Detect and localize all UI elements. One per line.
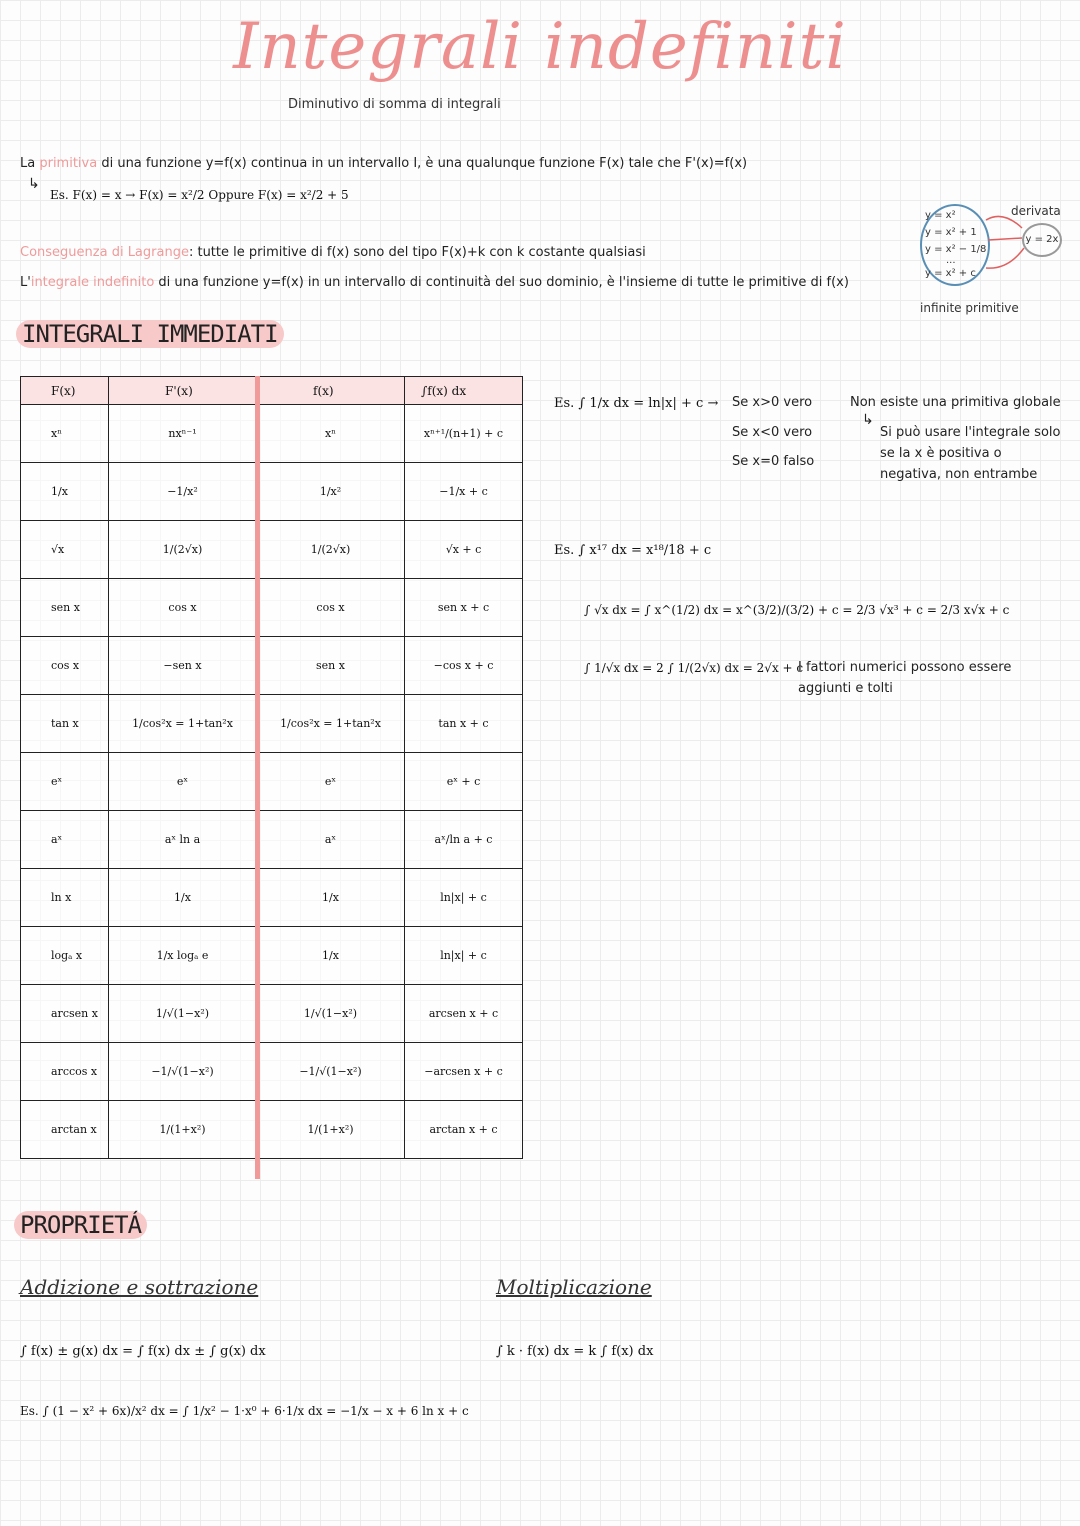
table-row: [21, 695, 523, 753]
note-line: negativa, non entrambe: [880, 467, 1038, 482]
table-cell: 1/cos²x = 1+tan²x: [257, 695, 405, 753]
table-cell: 1/cos²x = 1+tan²x: [109, 695, 257, 753]
diagram-caption: infinite primitive: [920, 301, 1019, 315]
table-cell: cos x: [257, 579, 405, 637]
multiplication-title: Moltiplicazione: [496, 1275, 652, 1299]
table-cell: ln|x| + c: [405, 869, 523, 927]
table-row: [21, 927, 523, 985]
table-row: [21, 1043, 523, 1101]
table-cell: 1/√(1−x²): [257, 985, 405, 1043]
table-cell: 1/(2√x): [109, 521, 257, 579]
table-row: [21, 753, 523, 811]
table-cell: arcsen x + c: [405, 985, 523, 1043]
table-cell: aˣ: [21, 811, 109, 869]
example-1: Es. F(x) = x → F(x) = x²/2 Oppure F(x) = x²/2 + 5: [50, 188, 349, 202]
case-item: Se x>0 vero: [732, 395, 813, 410]
derivative-result: y = 2x: [1022, 223, 1062, 257]
table-cell: −arcsen x + c: [405, 1043, 523, 1101]
table-cell: xⁿ: [21, 405, 109, 463]
table-row: [21, 985, 523, 1043]
table-cell: arctan x + c: [405, 1101, 523, 1159]
example-sqrt: ∫ √x dx = ∫ x^(1/2) dx = x^(3/2)/(3/2) + c = 2/3 √x³ + c = 2/3 x√x + c: [584, 603, 1010, 617]
table-cell: aˣ: [257, 811, 405, 869]
table-cell: tan x + c: [405, 695, 523, 753]
page-subtitle: Diminutivo di somma di integrali: [288, 97, 501, 112]
table-cell: 1/x²: [257, 463, 405, 521]
table-cell: 1/x: [257, 869, 405, 927]
example-ln: Es. ∫ 1/x dx = ln|x| + c →: [554, 396, 719, 411]
primitive-item: y = x² − 1/8: [925, 244, 987, 255]
table-cell: 1/x logₐ e: [109, 927, 257, 985]
table-row: [21, 521, 523, 579]
header-Fprime: F'(x): [109, 377, 257, 405]
derivata-label: derivata: [1011, 204, 1061, 218]
note-line: se la x è positiva o: [880, 446, 1002, 461]
table-row: [21, 405, 523, 463]
table-cell: xⁿ⁺¹/(n+1) + c: [405, 405, 523, 463]
indefinite-prefix: L': [20, 275, 31, 290]
table-cell: −sen x: [109, 637, 257, 695]
page-title: Integrali indefiniti: [233, 10, 847, 84]
table-cell: aˣ/ln a + c: [405, 811, 523, 869]
definition-term: primitiva: [39, 156, 98, 171]
table-cell: 1/x: [109, 869, 257, 927]
example-inv-sqrt: ∫ 1/√x dx = 2 ∫ 1/(2√x) dx = 2√x + c: [584, 661, 804, 675]
table-cell: −1/√(1−x²): [257, 1043, 405, 1101]
primitive-item: y = x² + 1: [925, 227, 977, 238]
note2-line: aggiunti e tolti: [798, 681, 893, 696]
table-cell: aˣ ln a: [109, 811, 257, 869]
table-cell: eˣ + c: [405, 753, 523, 811]
table-cell: sen x: [257, 637, 405, 695]
table-cell: eˣ: [21, 753, 109, 811]
header-f: f(x): [257, 377, 405, 405]
note-line: Si può usare l'integrale solo: [880, 425, 1061, 440]
table-cell: −1/x²: [109, 463, 257, 521]
table-cell: √x: [21, 521, 109, 579]
table-cell: √x + c: [405, 521, 523, 579]
table-row: [21, 811, 523, 869]
lagrange-term: Conseguenza di Lagrange: [20, 245, 189, 260]
table-cell: 1/x: [21, 463, 109, 521]
note2-line: I fattori numerici possono essere: [798, 660, 1012, 675]
table-row: [21, 1101, 523, 1159]
case-item: Se x<0 vero: [732, 425, 813, 440]
table-cell: ln|x| + c: [405, 927, 523, 985]
indefinite-term: integrale indefinito: [30, 275, 155, 290]
table-cell: 1/x: [257, 927, 405, 985]
table-cell: 1/(2√x): [257, 521, 405, 579]
table-cell: −1/√(1−x²): [109, 1043, 257, 1101]
multiplication-formula: ∫ k · f(x) dx = k ∫ f(x) dx: [496, 1344, 654, 1359]
table-row: [21, 579, 523, 637]
hook-arrow-icon: ↳: [28, 176, 40, 192]
table-cell: 1/(1+x²): [109, 1101, 257, 1159]
table-cell: arcsen x: [21, 985, 109, 1043]
addition-formula: ∫ f(x) ± g(x) dx = ∫ f(x) dx ± ∫ g(x) dx: [20, 1344, 266, 1359]
table-cell: nxⁿ⁻¹: [109, 405, 257, 463]
section-integrali-immediati: INTEGRALI IMMEDIATI: [16, 320, 284, 348]
header-integral: ∫f(x) dx: [405, 377, 523, 405]
definition-prefix: La: [20, 156, 40, 171]
table-cell: sen x + c: [405, 579, 523, 637]
properties-example: Es. ∫ (1 − x² + 6x)/x² dx = ∫ 1/x² − 1·x⁰ + 6·1/x dx = −1/x − x + 6 ln x + c: [20, 1404, 469, 1418]
indefinite-line: [20, 275, 849, 290]
table-cell: −cos x + c: [405, 637, 523, 695]
table-row: [21, 637, 523, 695]
table-cell: logₐ x: [21, 927, 109, 985]
table-cell: arccos x: [21, 1043, 109, 1101]
table-divider: [255, 376, 260, 1179]
definition-line: [20, 156, 747, 171]
example-power: Es. ∫ x¹⁷ dx = x¹⁸/18 + c: [554, 543, 712, 558]
table-cell: sen x: [21, 579, 109, 637]
lagrange-text: : tutte le primitive di f(x) sono del tipo F(x)+k con k costante qualsiasi: [188, 245, 646, 260]
table-row: [21, 463, 523, 521]
table-cell: cos x: [21, 637, 109, 695]
lagrange-line: [20, 245, 646, 260]
definition-suffix: di una funzione y=f(x) continua in un intervallo I, è una qualunque funzione F(x) tale che F'(x)=f(x): [97, 156, 748, 171]
table-cell: eˣ: [109, 753, 257, 811]
table-cell: ln x: [21, 869, 109, 927]
section-proprieta: PROPRIETÁ: [14, 1211, 147, 1239]
case-item: Se x=0 falso: [732, 454, 815, 469]
addition-title: Addizione e sottrazione: [20, 1275, 259, 1299]
table-cell: cos x: [109, 579, 257, 637]
table-cell: tan x: [21, 695, 109, 753]
primitive-item: y = x²: [925, 210, 956, 221]
integrals-table: [20, 376, 523, 1159]
header-F: F(x): [21, 377, 109, 405]
table-cell: eˣ: [257, 753, 405, 811]
indefinite-suffix: di una funzione y=f(x) in un intervallo di continuità del suo dominio, è l'insieme di tutte le primitive di f(x): [154, 275, 849, 290]
primitive-item: y = x² + c: [925, 268, 976, 279]
table-cell: 1/√(1−x²): [109, 985, 257, 1043]
derivative-arrows: [978, 210, 1028, 280]
primitive-item: ...: [946, 255, 956, 266]
note-title: Non esiste una primitiva globale: [850, 395, 1061, 410]
table-cell: −1/x + c: [405, 463, 523, 521]
table-header-row: [21, 377, 523, 405]
table-row: [21, 869, 523, 927]
table-cell: arctan x: [21, 1101, 109, 1159]
table-cell: 1/(1+x²): [257, 1101, 405, 1159]
table-cell: xⁿ: [257, 405, 405, 463]
hook-arrow-icon: ↳: [862, 412, 874, 428]
